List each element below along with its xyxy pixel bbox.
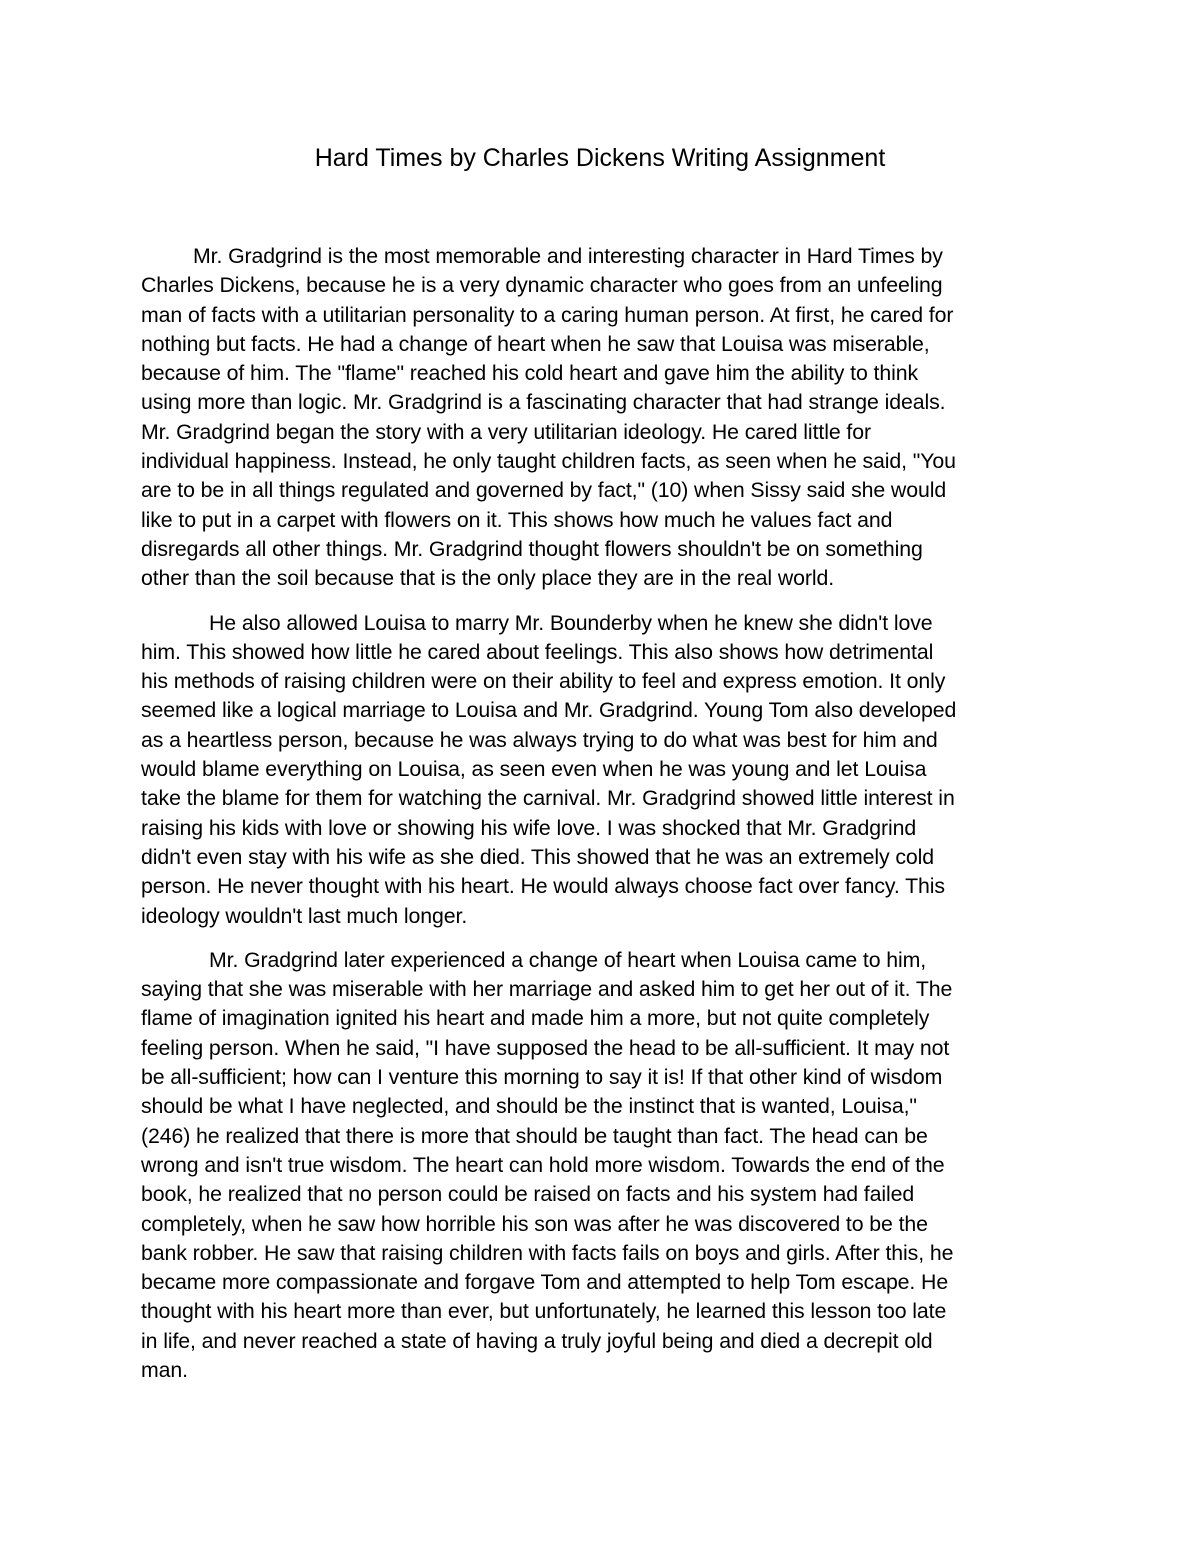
text-line: He also allowed Louisa to marry Mr. Bounderby when he knew she didn't love	[209, 610, 933, 635]
document-body	[141, 242, 1061, 1400]
text-line: man.	[141, 1357, 188, 1382]
text-line: take the blame for them for watching the carnival. Mr. Gradgrind showed little interest in	[141, 786, 955, 811]
paragraph-2	[141, 609, 1061, 931]
text-line: completely, when he saw how horrible his son was after he was discovered to be the	[141, 1211, 928, 1236]
text-line: became more compassionate and forgave Tom and attempted to help Tom escape. He	[141, 1270, 949, 1295]
text-line: (246) he realized that there is more that should be taught than fact. The head can be	[141, 1123, 928, 1148]
text-line: because of him. The "flame" reached his cold heart and gave him the ability to think	[141, 361, 919, 386]
text-line: feeling person. When he said, "I have supposed the head to be all-sufficient. It may not	[141, 1035, 950, 1060]
text-line: like to put in a carpet with flowers on it. This shows how much he values fact and	[141, 507, 893, 532]
text-line: thought with his heart more than ever, but unfortunately, he learned this lesson too late	[141, 1299, 947, 1324]
text-line: wrong and isn't true wisdom. The heart can hold more wisdom. Towards the end of the	[141, 1152, 945, 1177]
text-line: person. He never thought with his heart. He would always choose fact over fancy. This	[141, 874, 945, 899]
text-line: didn't even stay with his wife as she died. This showed that he was an extremely cold	[141, 844, 935, 869]
text-line: Mr. Gradgrind began the story with a very utilitarian ideology. He cared little for	[141, 419, 871, 444]
text-line: nothing but facts. He had a change of heart when he saw that Louisa was miserable,	[141, 331, 930, 356]
text-line: flame of imagination ignited his heart and made him a more, but not quite completely	[141, 1006, 930, 1031]
text-line: ideology wouldn't last much longer.	[141, 903, 468, 928]
text-line: be all-sufficient; how can I venture this morning to say it is! If that other kind of wisdom	[141, 1065, 943, 1090]
text-line: other than the soil because that is the only place they are in the real world.	[141, 566, 835, 591]
text-line: him. This showed how little he cared about feelings. This also shows how detrimental	[141, 639, 934, 664]
text-line: man of facts with a utilitarian personality to a caring human person. At first, he cared for	[141, 302, 954, 327]
text-line: raising his kids with love or showing his wife love. I was shocked that Mr. Gradgrind	[141, 815, 917, 840]
text-line: disregards all other things. Mr. Gradgrind thought flowers shouldn't be on something	[141, 536, 923, 561]
text-line: saying that she was miserable with her marriage and asked him to get her out of it. The	[141, 977, 953, 1002]
document-title: Hard Times by Charles Dickens Writing Assignment	[314, 144, 886, 172]
paragraph-3	[141, 946, 1061, 1385]
text-line: Charles Dickens, because he is a very dynamic character who goes from an unfeeling	[141, 273, 943, 298]
text-line: should be what I have neglected, and should be the instinct that is wanted, Louisa,"	[141, 1094, 917, 1119]
text-line: book, he realized that no person could be raised on facts and his system had failed	[141, 1182, 915, 1207]
text-line: as a heartless person, because he was always trying to do what was best for him and	[141, 727, 938, 752]
paragraph-1	[141, 242, 1061, 594]
text-line: Mr. Gradgrind is the most memorable and interesting character in Hard Times by	[193, 244, 943, 268]
text-line: are to be in all things regulated and governed by fact," (10) when Sissy said she would	[141, 478, 947, 503]
text-line: bank robber. He saw that raising children with facts fails on boys and girls. After this, he	[141, 1240, 954, 1265]
text-line: in life, and never reached a state of having a truly joyful being and died a decrepit old	[141, 1328, 933, 1353]
text-line: seemed like a logical marriage to Louisa and Mr. Gradgrind. Young Tom also developed	[141, 698, 957, 723]
text-line: his methods of raising children were on their ability to feel and express emotion. It only	[141, 669, 946, 694]
text-line: Mr. Gradgrind later experienced a change of heart when Louisa came to him,	[209, 947, 927, 972]
text-line: individual happiness. Instead, he only taught children facts, as seen when he said, "You	[141, 449, 956, 474]
text-line: using more than logic. Mr. Gradgrind is a fascinating character that had strange ideals.	[141, 390, 946, 415]
text-line: would blame everything on Louisa, as seen even when he was young and let Louisa	[141, 757, 927, 782]
